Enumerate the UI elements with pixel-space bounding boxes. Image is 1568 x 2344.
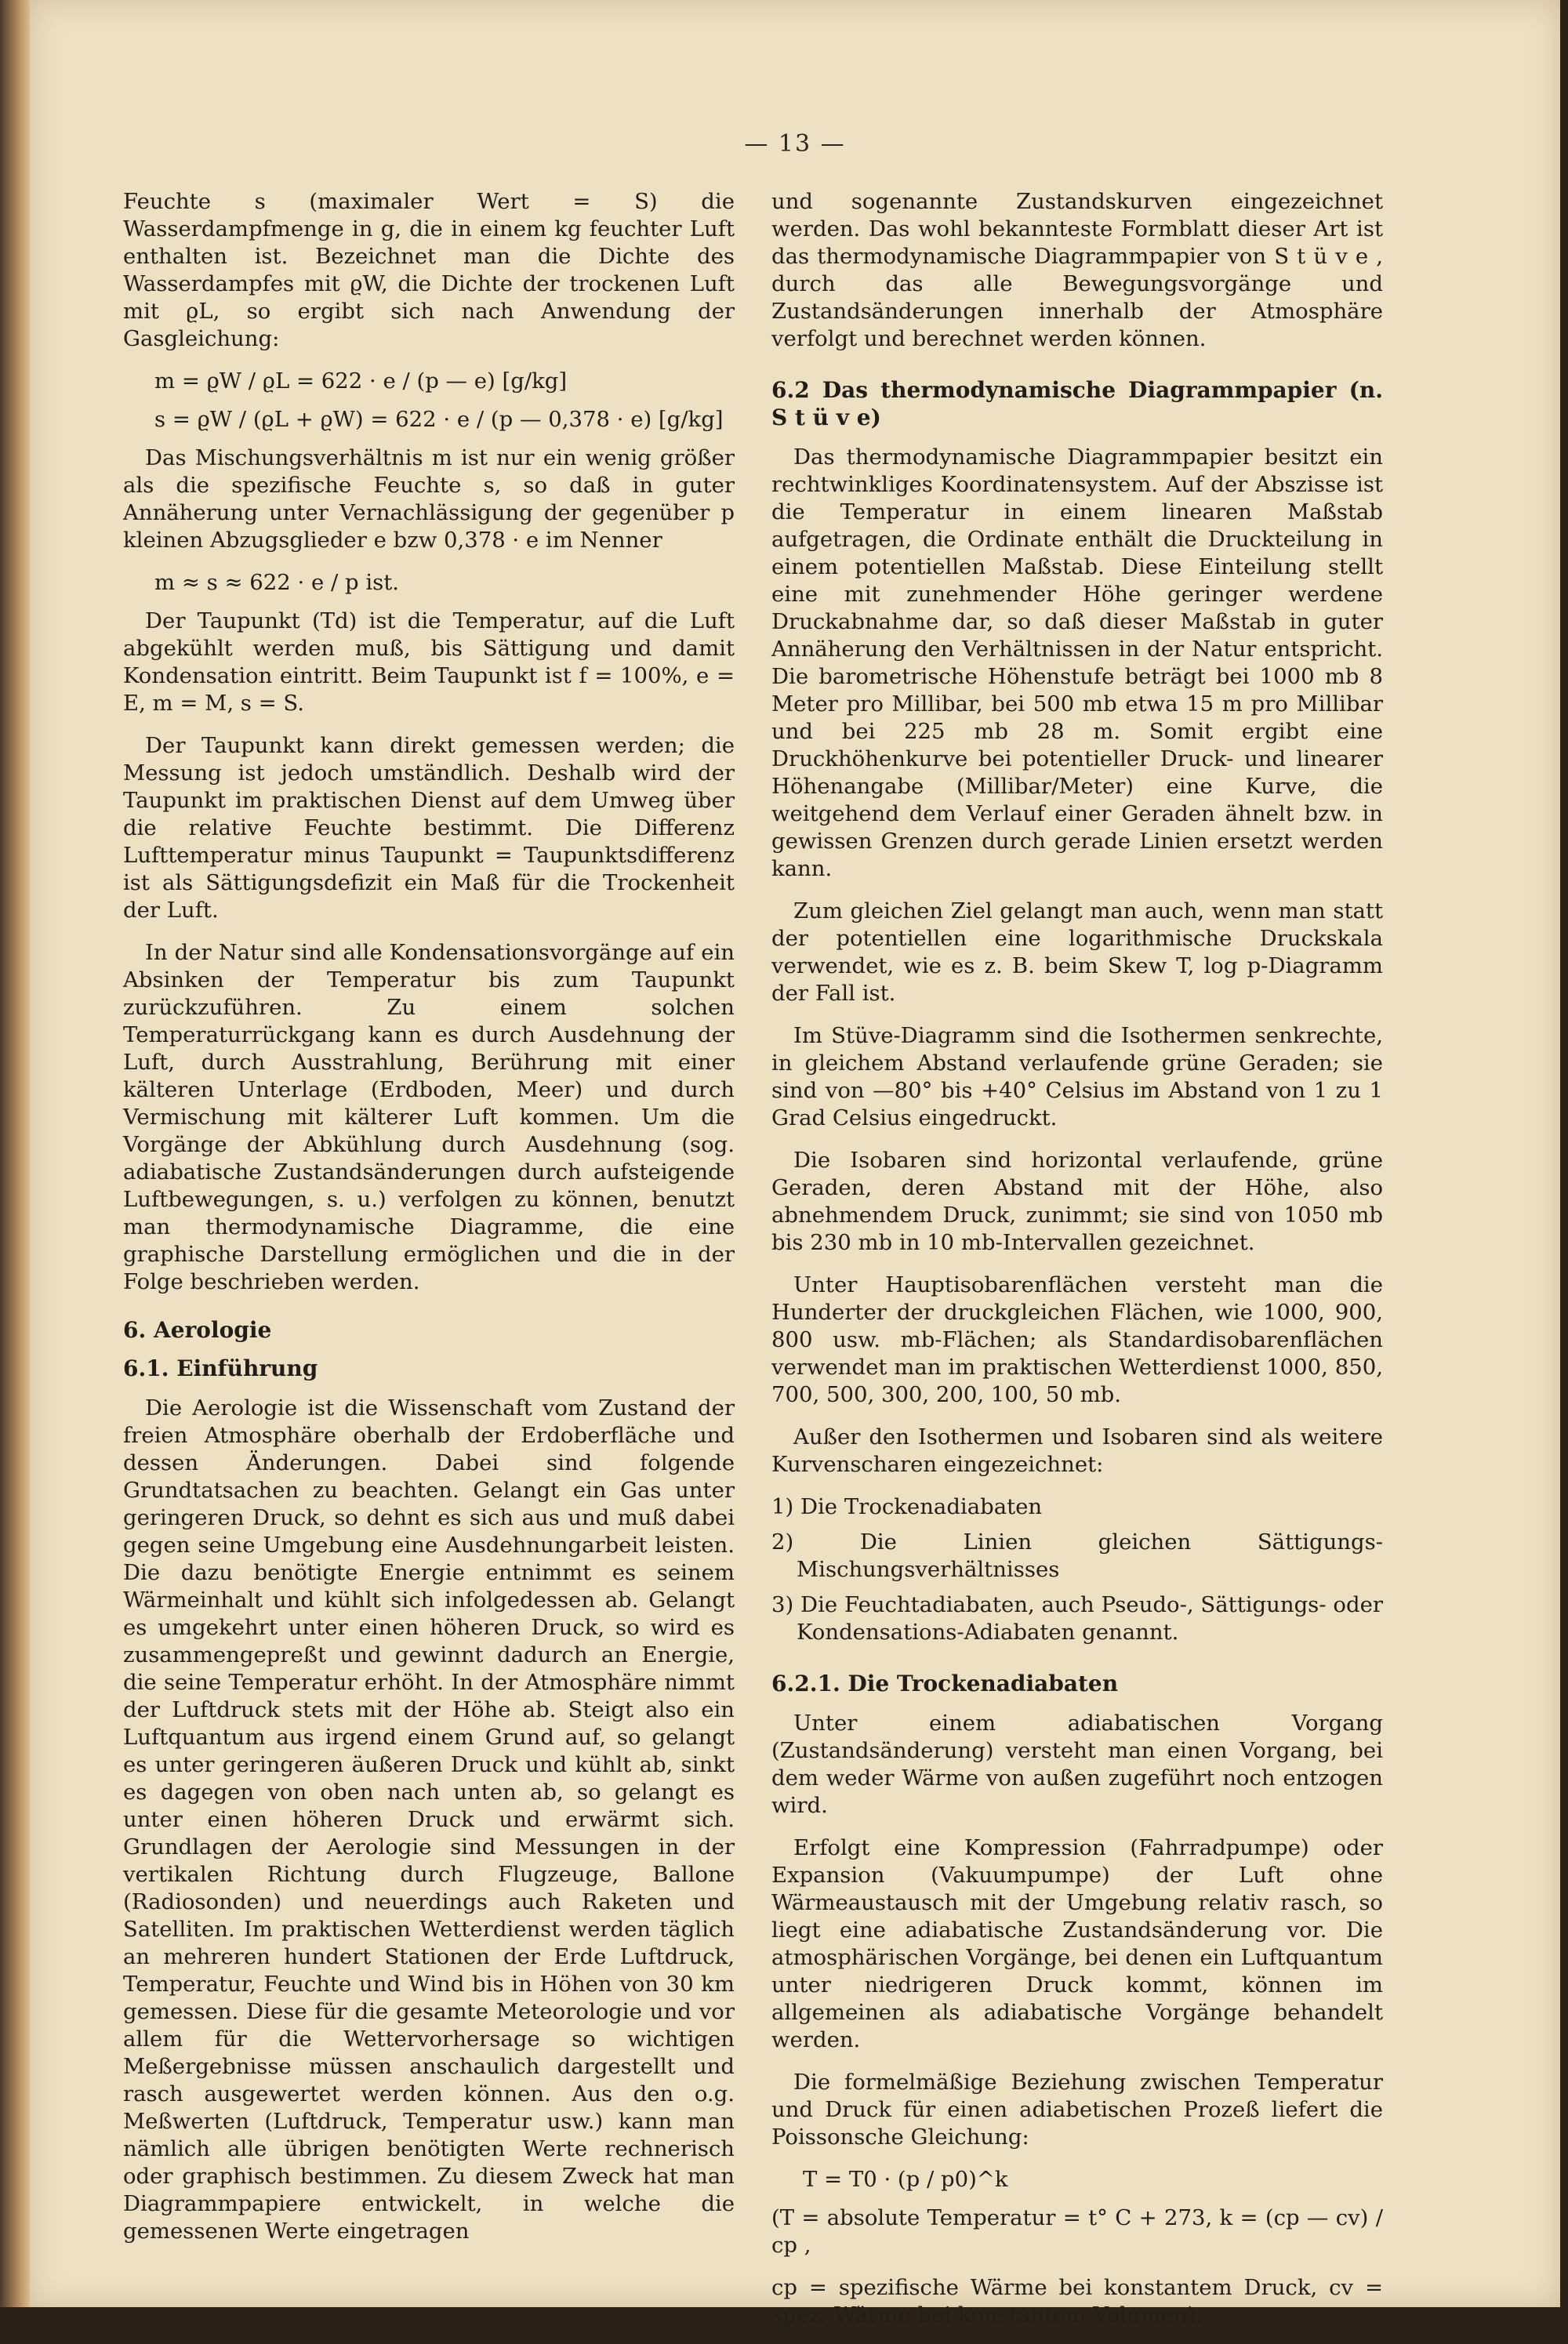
curve-list (771, 1493, 1383, 1646)
left-column (123, 188, 735, 2260)
paragraph: Unter Hauptisobarenflächen versteht man die Hunderter der druckgleichen Flächen, wie 1000, 900, 800 usw. mb-Flächen; als Standardisobarenflächen verwendet man im praktischen Wetterdienst 1000, 850, 700, 500, 300, 200, 100, 50 mb. (771, 1272, 1383, 1407)
paragraph: Erfolgt eine Kompression (Fahrradpumpe) oder Expansion (Vakuumpumpe) der Luft ohne Wärmeaustausch mit der Umgebung relativ rasch, so liegt eine adiabatische Zustandsänderung vor. Die atmosphärischen Vorgänge, bei denen ein Luftquantum unter niedrigeren Druck kommt, können im allgemeinen als adiabatische Vorgänge behandelt werden. (771, 1835, 1383, 2052)
subsection-heading: 6.2 Das thermodynamische Diagrammpapier (n. S t ü v e) (771, 377, 1383, 430)
paragraph: In der Natur sind alle Kondensationsvorgänge auf ein Absinken der Temperatur bis zum Taupunkt zurückzuführen. Zu einem solchen Temperaturrückgang kann es durch Ausdehnung der Luft, durch Ausstrahlung, Berührung mit einer kälteren Unterlage (Erdboden, Meer) und durch Vermischung mit kälterer Luft kommen. Um die Vorgänge der Abkühlung durch Ausdehnung (sog. adiabatische Zustandsänderungen durch aufsteigende Luftbewegungen, s. u.) verfolgen zu können, benutzt man thermodynamische Diagramme, die eine graphische Darstellung ermöglichen und die in der Folge beschrieben werden. (123, 940, 735, 1294)
page (30, 0, 1560, 2328)
paragraph: Das Mischungsverhältnis m ist nur ein wenig größer als die spezifische Feuchte s, so daß in guter Annäherung unter Vernachlässigung der gegenüber p kleinen Abzugsglieder e bzw 0,378 · e im Nenner (123, 445, 735, 553)
section-heading: 6. Aerologie (123, 1317, 272, 1343)
paragraph: (T = absolute Temperatur = t° C + 273, k = (cp — cv) / cp , (771, 2205, 1383, 2258)
paragraph: Der Taupunkt kann direkt gemessen werden; die Messung ist jedoch umständlich. Deshalb wird der Taupunkt im praktischen Dienst auf dem Umweg über die relative Feuchte bestimmt. Die Differenz Lufttemperatur minus Taupunkt = Taupunktsdifferenz ist als Sättigungsdefizit ein Maß für die Trockenheit der Luft. (123, 733, 735, 923)
list-item: 3) Die Feuchtadiabaten, auch Pseudo-, Sättigungs- oder Kondensations-Adiabaten genannt. (771, 1592, 1383, 1645)
paragraph: Die Aerologie ist die Wissenschaft vom Zustand der freien Atmosphäre oberhalb der Erdoberfläche und dessen Änderungen. Dabei sind folgende Grundtatsachen zu beachten. Gelangt ein Gas unter geringeren Druck, so dehnt es sich aus und muß dabei gegen seine Umgebung eine Ausdehnungarbeit leisten. Die dazu benötigte Energie entnimmt es seinem Wärmeinhalt und kühlt sich infolgedessen ab. Gelangt es umgekehrt unter einen höheren Druck, so wird es zusammengepreßt und gewinnt dadurch an Energie, die seine Temperatur erhöht. In der Atmosphäre nimmt der Luftdruck stets mit der Höhe ab. Steigt also ein Luftquantum aus irgend einem Grund auf, so gelangt es unter geringeren äußeren Druck und kühlt ab, sinkt es dagegen von oben nach unten ab, so gelangt es unter einen höheren Druck und erwärmt sich. Grundlagen der Aerologie sind Messungen in der vertikalen Richtung durch Flugzeuge, Ballone (Radiosonden) und neuerdings auch Raketen und Satelliten. Im praktischen Wetterdienst werden täglich an mehreren hundert Stationen der Erde Luftdruck, Temperatur, Feuchte und Wind bis in Höhen von 30 km gemessen. Diese für die gesamte Meteorologie und vor allem für die Wettervorhersage so wichtigen Meßergebnisse müssen anschaulich dargestellt und rasch ausgewertet werden können. Aus den o.g. Meßwerten (Luftdruck, Temperatur usw.) kann man nämlich alle übrigen benötigten Werte rechnerisch oder graphisch bestimmen. Zu diesem Zweck hat man Diagrammpapiere entwickelt, in welche die gemessenen Werte eingetragen (123, 1395, 735, 2244)
list-item: 1) Die Trockenadiabaten (771, 1494, 1043, 1519)
paragraph: und sogenannte Zustandskurven eingezeichnet werden. Das wohl bekannteste Formblatt dieser Art ist das thermodynamische Diagrammpapier von S t ü v e , durch das alle Bewegungsvorgänge und Zustandsänderungen innerhalb der Atmosphäre verfolgt und berechnet werden können. (771, 189, 1383, 351)
paragraph: Zum gleichen Ziel gelangt man auch, wenn man statt der potentiellen eine logarithmische Druckskala verwendet, wie es z. B. beim Skew T, log p-Diagramm der Fall ist. (771, 898, 1383, 1006)
paragraph: Der Taupunkt (Td) ist die Temperatur, auf die Luft abgekühlt werden muß, bis Sättigung und damit Kondensation eintritt. Beim Taupunkt ist f = 100%, e = E, m = M, s = S. (123, 608, 735, 716)
paragraph: Die formelmäßige Beziehung zwischen Temperatur und Druck für einen adiabetischen Prozeß liefert die Poissonsche Gleichung: (771, 2070, 1383, 2150)
paragraph: Unter einem adiabatischen Vorgang (Zustandsänderung) versteht man einen Vorgang, bei dem weder Wärme von außen zugeführt noch entzogen wird. (771, 1711, 1383, 1818)
equation-approx: m ≈ s ≈ 622 · e / p ist. (154, 570, 400, 595)
equation-poisson: T = T0 · (p / p0)^k (803, 2167, 1008, 2192)
book-binding (0, 0, 30, 2307)
right-column (771, 188, 1383, 2344)
subsection-heading: 6.1. Einführung (123, 1355, 318, 1381)
equation-s: s = ϱW / (ϱL + ϱW) = 622 · e / (p — 0,378 · e) [g/kg] (154, 407, 724, 432)
paragraph: Außer den Isothermen und Isobaren sind als weitere Kurvenscharen eingezeichnet: (771, 1424, 1383, 1477)
paragraph: Feuchte s (maximaler Wert = S) die Wasserdampfmenge in g, die in einem kg feuchter Luft enthalten ist. Bezeichnet man die Dichte des Wasserdampfes mit ϱW, die Dichte der trockenen Luft mit ϱL, so ergibt sich nach Anwendung der Gasgleichung: (123, 189, 735, 351)
subsection-heading: 6.2.1. Die Trockenadiabaten (771, 1671, 1119, 1696)
paragraph: Die Isobaren sind horizontal verlaufende, grüne Geraden, deren Abstand mit der Höhe, also abnehmendem Druck, zunimmt; sie sind von 1050 mb bis 230 mb in 10 mb-Intervallen gezeichnet. (771, 1148, 1383, 1255)
equation-m: m = ϱW / ϱL = 622 · e / (p — e) [g/kg] (154, 368, 568, 394)
list-item: 2) Die Linien gleichen Sättigungs-Mischungsverhältnisses (771, 1529, 1383, 1582)
paragraph: Das thermodynamische Diagrammpapier besitzt ein rechtwinkliges Koordinatensystem. Auf der Abszisse ist die Temperatur in einem linearen Maßstab aufgetragen, die Ordinate enthält die Druckteilung in einem potentiellen Maßstab. Diese Einteilung stellt eine mit zunehmender Höhe geringer werdene Druckabnahme dar, so daß dieser Maßstab in guter Annäherung den Verhältnissen in der Natur entspricht. Die barometrische Höhenstufe beträgt bei 1000 mb 8 Meter pro Millibar, bei 500 mb etwa 15 m pro Millibar und bei 225 mb 28 m. Somit ergibt eine Druckhöhenkurve bei potentieller Druck- und linearer Höhenangabe (Millibar/Meter) eine Kurve, die weitgehend dem Verlauf einer Geraden ähnelt bzw. in gewissen Grenzen durch gerade Linien ersetzt werden kann. (771, 444, 1383, 881)
paragraph: Im Stüve-Diagramm sind die Isothermen senkrechte, in gleichem Abstand verlaufende grüne Geraden; sie sind von —80° bis +40° Celsius im Abstand von 1 zu 1 Grad Celsius eingedruckt. (771, 1023, 1383, 1130)
paragraph: cp = spezifische Wärme bei konstantem Druck, cv = spez. Wärme bei konstantem Volumen). (771, 2275, 1383, 2328)
page-number: — 13 — (744, 130, 846, 158)
